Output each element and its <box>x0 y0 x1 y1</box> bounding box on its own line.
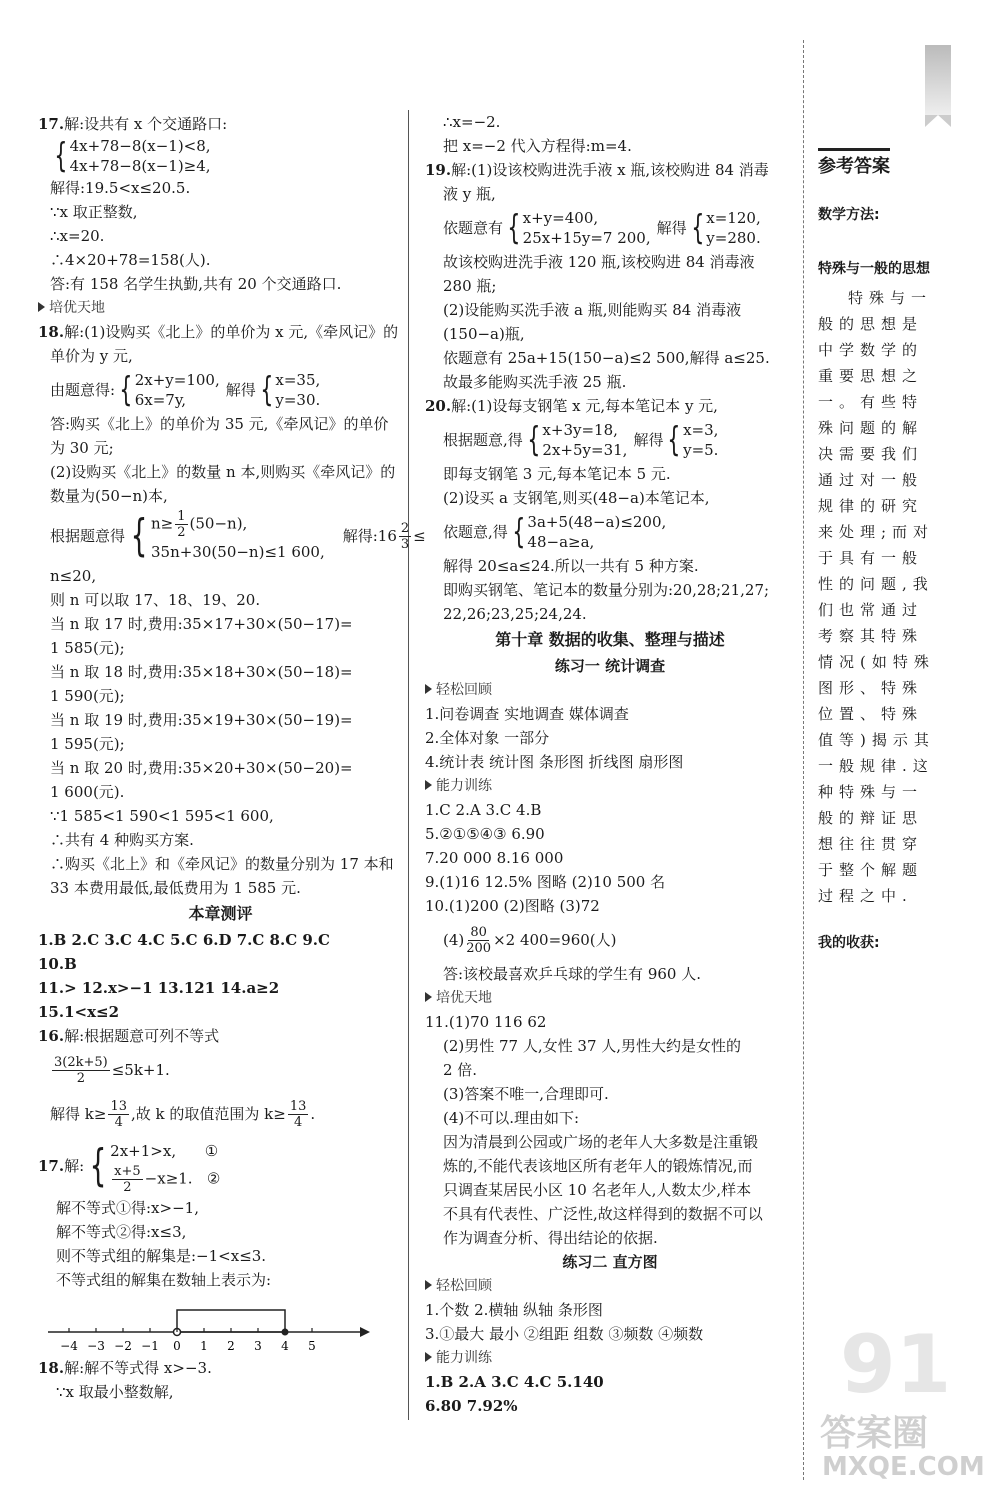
eq-row <box>110 1164 220 1195</box>
corner-tab <box>925 45 951 115</box>
answer-line: 11.(1)70 116 62 <box>425 1013 547 1031</box>
eq-row <box>151 509 325 540</box>
answer-line: 7.20 000 8.16 000 <box>425 849 564 867</box>
sidebar-notes <box>818 148 943 955</box>
tick-label: 5 <box>308 1339 316 1353</box>
number-line <box>38 1296 403 1356</box>
text-line: 解不等式②得:x≤3, <box>56 1223 187 1241</box>
text-line: 解得:19.5<x≤20.5. <box>50 179 191 197</box>
eq-row: x+y=400, <box>522 209 599 227</box>
arrow-icon <box>360 1327 370 1337</box>
answer-line: 1.B 2.C 3.C 4.C 5.C 6.D 7.C 8.C 9.C <box>38 931 330 949</box>
frac-den: 3 <box>400 536 410 552</box>
exercise-title: 练习一 统计调查 <box>554 657 666 675</box>
label: 解得 <box>656 219 687 237</box>
text-line: (2)设买 a 支钢笔,则买(48−a)本笔记本, <box>443 489 710 507</box>
eq-part: ×2 400=960(人) <box>493 931 617 949</box>
text-line: 1 590(元); <box>50 687 125 705</box>
section-header <box>425 678 795 702</box>
text-line: 把 x=−2 代入方程得:m=4. <box>443 137 632 155</box>
frac-num: 80 <box>470 924 487 940</box>
method-label: 数学方法: <box>818 207 880 223</box>
fraction <box>52 1055 110 1086</box>
eq-part: 解得 k≥ <box>50 1105 107 1123</box>
text-line: ∴共有 4 种购买方案. <box>50 831 194 849</box>
eq-row: y=280. <box>706 229 761 247</box>
text-line: 答:该校最喜欢乒乓球的学生有 960 人. <box>443 965 701 983</box>
text-line: 1 595(元); <box>50 735 125 753</box>
section-label: 培优天地 <box>436 990 492 1006</box>
text-line: 炼的,不能代表该地区所有老年人的锻炼情况,而 <box>443 1157 753 1175</box>
text-line: 则 n 可以取 17、18、19、20. <box>50 591 261 609</box>
column-middle <box>425 110 795 1418</box>
text-line: 答:购买《北上》的单价为 35 元,《牵风记》的单价 <box>50 415 389 433</box>
frac-den: 2 <box>177 524 186 540</box>
eq-part: −x≥1. <box>144 1169 193 1187</box>
answer-line: 10.B <box>38 955 77 973</box>
text-line: 依题意有 25a+15(150−a)≤2 500,解得 a≤25. <box>443 349 770 367</box>
q-number: 17. <box>38 1157 65 1175</box>
section-label: 培优天地 <box>49 300 105 316</box>
text-line: ∴x=20. <box>50 227 105 245</box>
solution-row <box>38 1092 403 1136</box>
frac-num: x+5 <box>114 1163 141 1179</box>
fraction <box>399 521 411 552</box>
text-line: 数量为(50−n)本, <box>50 487 168 505</box>
eq-part: ,故 k 的取值范围为 k≥ <box>130 1105 286 1123</box>
solution-row: 根据题意得 { n≥ $\frac{1}{2}$ (50−n), 35n+30(50−n)≤1 600, 解得:16 $\frac{2}{3}$ ≤ <box>38 508 403 564</box>
text-line: 当 n 取 20 时,费用:35×20+30×(50−20)= <box>50 759 353 777</box>
label: 解得:16 <box>342 527 397 545</box>
section-header <box>425 774 795 798</box>
eq-row: x=35, <box>275 371 321 389</box>
frac-num: 3(2k+5) <box>54 1054 108 1070</box>
eq-row: 35n+30(50−n)≤1 600, <box>151 542 325 561</box>
text-line: 解:解不等式得 x>−3. <box>64 1359 212 1377</box>
tick-label: 2 <box>227 1339 235 1353</box>
section-header <box>425 1274 795 1298</box>
text-line: (2)男性 77 人,女性 37 人,男性大约是女性的 <box>443 1037 742 1055</box>
answer-line: 5.②①⑤④③ 6.90 <box>425 825 545 843</box>
eq-part: (50−n), <box>189 514 248 532</box>
eq-part: 2x+1>x, <box>110 1141 177 1160</box>
eq-part: n≥ <box>151 514 174 532</box>
frac-num: 13 <box>289 1098 307 1114</box>
frac-den: 4 <box>293 1114 303 1130</box>
eq-row: x=3, <box>683 421 719 439</box>
text-line: 答:有 158 名学生执勤,共有 20 个交通路口. <box>50 275 342 293</box>
solution-row: 依题意有 { x+y=400, 25x+15y=7 200, 解得 { x=120, y=280. <box>443 208 761 248</box>
tick-label: 4 <box>281 1339 289 1353</box>
text-line: 33 本费用最低,最低费用为 1 585 元. <box>50 879 301 897</box>
label: 由题意得: <box>50 381 116 399</box>
solution-row: 由题意得: { 2x+y=100, 6x=7y, 解得 { x=35, y=30. <box>50 370 321 410</box>
section-label: 能力训练 <box>436 778 492 794</box>
chapter-title: 第十章 数据的收集、整理与描述 <box>495 630 725 649</box>
text-line: 作为调查分析、得出结论的依据. <box>443 1229 658 1247</box>
eq-part: ≤5k+1. <box>111 1061 170 1079</box>
fraction <box>175 509 187 540</box>
text-line: ∴购买《北上》和《牵风记》的数量分别为 17 本和 <box>50 855 394 873</box>
text-line: 故最多能购买洗手液 25 瓶. <box>443 373 627 391</box>
tick-label: 0 <box>173 1339 181 1353</box>
text-line: (2)设能购买洗手液 a 瓶,则能购买 84 消毒液 <box>443 301 742 319</box>
eq-row: 4x+78−8(x−1)<8, <box>69 137 211 155</box>
triangle-icon <box>425 780 432 790</box>
tick-label: 3 <box>254 1339 262 1353</box>
solution-row: 17. 解: { 2x+1>x, ① $\frac{x+5}{2}$ −x≥1. ② <box>38 1136 403 1196</box>
text-line: 当 n 取 19 时,费用:35×19+30×(50−19)= <box>50 711 353 729</box>
triangle-icon <box>425 684 432 694</box>
frac-den: 200 <box>466 940 492 956</box>
q-number: 18. <box>38 323 65 341</box>
answer-line: 10.(1)200 (2)图略 (3)72 <box>425 897 600 915</box>
fraction <box>112 1164 143 1195</box>
label: 根据题意,得 <box>443 431 523 449</box>
text-line: 液 y 瓶, <box>443 185 496 203</box>
text-line: 为 30 元; <box>50 439 114 457</box>
text-line: (2)设购买《北上》的数量 n 本,则购买《牵风记》的 <box>50 463 396 481</box>
answer-line: 4.统计表 统计图 条形图 折线图 扇形图 <box>425 753 684 771</box>
text-line: 因为清晨到公园或广场的老年人大多数是注重锻 <box>443 1133 759 1151</box>
text-line: (150−a)瓶, <box>443 325 525 343</box>
section-header <box>425 1346 795 1370</box>
text-line: 单价为 y 元, <box>50 347 133 365</box>
frac-num: 13 <box>110 1098 127 1114</box>
method-body: 特殊与一般的思想是中学数学的重要思想之一。有些特殊问题的解决需要我们通过对一般规律的研究来处理;而对于具有一般性的问题,我们也常通过考察其特殊情况(如特殊图形、特殊位置、特殊值等)揭示其一般规律.这种特殊与一般的辩证思想往往贯穿于整个解题过程之中. <box>818 289 935 905</box>
text-line: ∵1 585<1 590<1 595<1 600, <box>50 807 274 825</box>
text-line: 即购买钢笔、笔记本的数量分别为:20,28;21,27; <box>443 581 770 599</box>
eq-part: . <box>310 1105 316 1123</box>
text-line: (4)不可以.理由如下: <box>443 1109 580 1127</box>
frac-num: 1 <box>177 508 186 524</box>
answer-line: 2.全体对象 一部分 <box>425 729 550 747</box>
label: 解得 <box>633 431 664 449</box>
answer-line: 1.问卷调查 实地调查 媒体调查 <box>425 705 629 723</box>
text-line: ∵x 取正整数, <box>50 203 138 221</box>
q-number: 16. <box>38 1027 65 1045</box>
margin-divider <box>803 40 804 1480</box>
text-line: 即每支钢笔 3 元,每本笔记本 5 元. <box>443 465 671 483</box>
tick-label: 1 <box>200 1339 208 1353</box>
page-title: 参考答案 <box>818 148 890 181</box>
text-line: 则不等式组的解集是:−1<x≤3. <box>56 1247 267 1265</box>
frac-den: 2 <box>123 1179 132 1195</box>
method-name: 特殊与一般的思想 <box>818 261 930 277</box>
section-title: 本章测评 <box>188 904 253 923</box>
label: 根据题意得 <box>50 527 126 545</box>
page-number: 91 <box>840 1318 952 1411</box>
text-line: 解:(1)设每支钢笔 x 元,每本笔记本 y 元, <box>451 397 718 415</box>
solution-row: 依题意,得 { 3a+5(48−a)≤200, 48−a≥a, <box>443 512 667 552</box>
eq-row: y=5. <box>683 441 719 459</box>
q-number: 18. <box>38 1359 65 1377</box>
frac-den: 2 <box>76 1070 85 1086</box>
section-header <box>38 296 403 320</box>
eq-row: 25x+15y=7 200, <box>522 229 651 247</box>
triangle-icon <box>425 1280 432 1290</box>
text-line: 不具有代表性、广泛性,故这样得到的数据不可以 <box>443 1205 763 1223</box>
eq-row: x+3y=18, <box>542 421 618 439</box>
text-line: 只调查某居民小区 10 名老年人,人数太少,样本 <box>443 1181 752 1199</box>
equation-system: { 4x+78−8(x−1)<8, 4x+78−8(x−1)≥4, <box>54 136 211 176</box>
text-line: 当 n 取 17 时,费用:35×17+30×(50−17)= <box>50 615 353 633</box>
label: 解得 <box>225 381 256 399</box>
tick-label: −1 <box>141 1339 159 1353</box>
text-line: 2 倍. <box>443 1061 478 1079</box>
text-line: ∵x 取最小整数解, <box>56 1383 174 1401</box>
label: 依题意有 <box>443 219 504 237</box>
text-line: 不等式组的解集在数轴上表示为: <box>56 1271 272 1289</box>
text-line: 280 瓶; <box>443 277 497 295</box>
inequality-row <box>38 1048 403 1092</box>
text-line: 当 n 取 18 时,费用:35×18+30×(50−18)= <box>50 663 353 681</box>
answer-line: 11.> 12.x>−1 13.121 14.a≥2 <box>38 979 280 997</box>
answer-line: 6.80 7.92% <box>425 1397 518 1415</box>
tick-label: −3 <box>87 1339 105 1353</box>
q-number: 19. <box>425 161 452 179</box>
text-line: 解:(1)设购买《北上》的单价为 x 元,《牵风记》的 <box>64 323 399 341</box>
triangle-icon <box>38 302 45 312</box>
fraction <box>108 1099 129 1130</box>
column-left <box>38 112 426 1404</box>
text-line: 解:(1)设该校购进洗手液 x 瓶,该校购进 84 消毒 <box>451 161 769 179</box>
text-line: n≤20, <box>50 567 97 585</box>
text-line: ∴x=−2. <box>443 113 501 131</box>
answer-line: 15.1<x≤2 <box>38 1003 120 1021</box>
eq-row: x=120, <box>706 209 761 227</box>
frac-den: 4 <box>114 1114 123 1130</box>
eq-row: 2x+5y=31, <box>542 441 628 459</box>
answer-line: 3.①最大 最小 ②组距 组数 ③频数 ④频数 <box>425 1325 704 1343</box>
text-line: 22,26;23,25;24,24. <box>443 605 587 623</box>
tick-label: −4 <box>60 1339 78 1353</box>
eq-row: 48−a≥a, <box>527 533 595 551</box>
solution-row: 根据题意,得 { x+3y=18, 2x+5y=31, 解得 { x=3, y=5. <box>443 420 719 460</box>
eq-row: 6x=7y, <box>134 391 187 409</box>
eq-row: 3a+5(48−a)≤200, <box>527 513 667 531</box>
eq-row: 2x+y=100, <box>134 371 220 389</box>
text-line: 解:设共有 x 个交通路口: <box>64 115 228 133</box>
section-label: 轻松回顾 <box>436 682 492 698</box>
triangle-icon <box>425 992 432 1002</box>
q-number: 17. <box>38 115 65 133</box>
section-label: 能力训练 <box>436 1350 492 1366</box>
section-label: 轻松回顾 <box>436 1278 492 1294</box>
text-line: 1 585(元); <box>50 639 125 657</box>
watermark-text: 答案圈 <box>820 1413 929 1454</box>
fraction <box>466 925 491 956</box>
answer-line: 9.(1)16 12.5% 图略 (2)10 500 名 <box>425 873 666 891</box>
frac-num: 2 <box>400 520 410 536</box>
harvest-label: 我的收获: <box>818 935 880 951</box>
eq-tag: ② <box>206 1169 221 1187</box>
label: (4) <box>443 931 465 949</box>
eq-tag: ① <box>204 1141 219 1160</box>
fraction <box>288 1099 309 1130</box>
answer-line: 1.C 2.A 3.C 4.B <box>425 801 542 819</box>
text-line: 故该校购进洗手液 120 瓶,该校购进 84 消毒液 <box>443 253 755 271</box>
section-header <box>425 986 795 1010</box>
column-divider <box>408 110 409 1420</box>
text-line: 解不等式①得:x>−1, <box>56 1199 199 1217</box>
triangle-icon <box>425 1352 432 1362</box>
text-line: ∴4×20+78=158(人). <box>50 251 211 269</box>
q-number: 20. <box>425 397 452 415</box>
answer-line: 1.个数 2.横轴 纵轴 条形图 <box>425 1301 603 1319</box>
text-line: (3)答案不唯一,合理即可. <box>443 1085 609 1103</box>
text-line: 解:根据题意可列不等式 <box>64 1027 220 1045</box>
solution-row <box>425 918 795 962</box>
exercise-title: 练习二 直方图 <box>562 1253 658 1271</box>
text-line: 1 600(元). <box>50 783 125 801</box>
label: ≤ <box>413 527 426 545</box>
watermark-url: MXQE.COM <box>822 1452 985 1482</box>
tick-label: −2 <box>114 1339 132 1353</box>
label: 依题意,得 <box>443 523 508 541</box>
answer-line: 1.B 2.A 3.C 4.C 5.140 <box>425 1373 604 1391</box>
label: 解: <box>64 1157 85 1175</box>
text-line: 解得 20≤a≤24.所以一共有 5 种方案. <box>443 557 699 575</box>
eq-row <box>110 1138 220 1164</box>
eq-row: 4x+78−8(x−1)≥4, <box>69 157 211 175</box>
eq-row: y=30. <box>275 391 321 409</box>
number-line-svg <box>38 1296 378 1356</box>
